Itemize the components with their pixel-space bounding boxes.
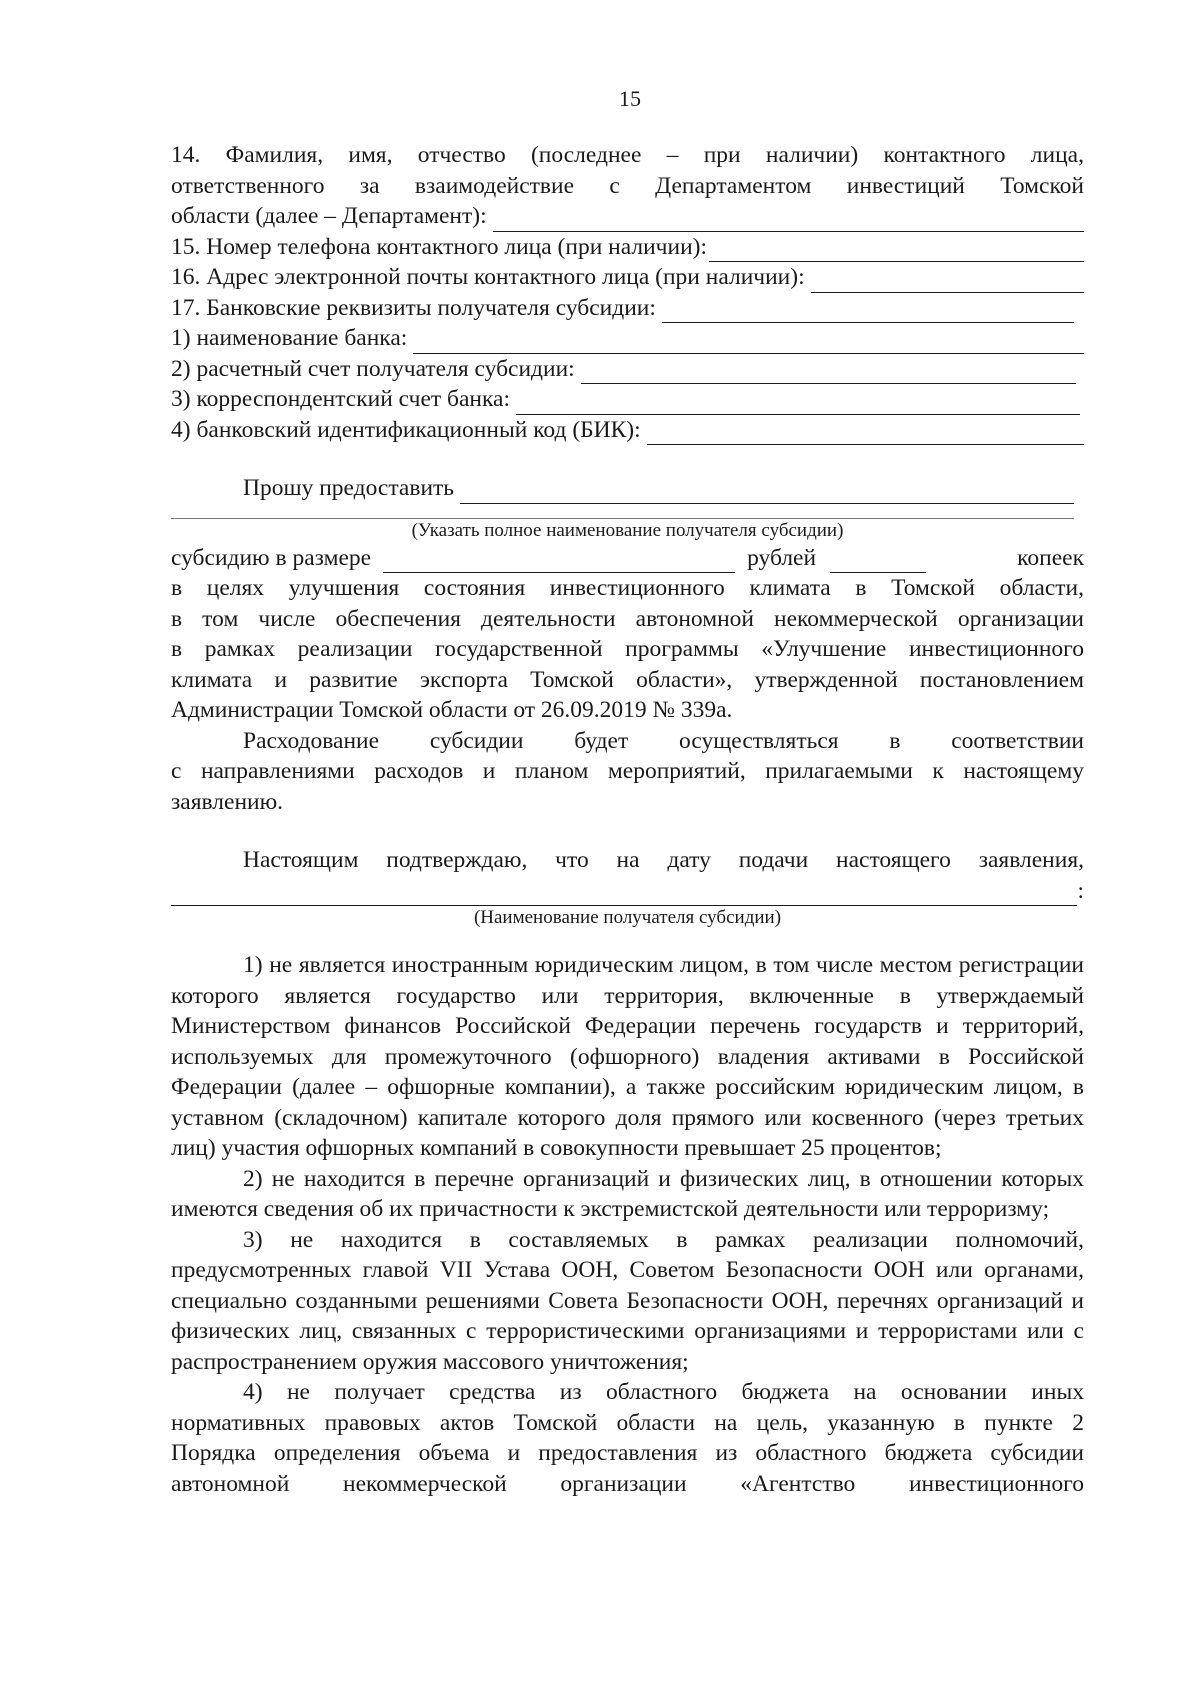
- account-label: 2) расчетный счет получателя субсидии:: [171, 355, 575, 382]
- purpose-line-2: в том числе обеспечения деятельности автономной некоммерческой организации: [171, 605, 1084, 632]
- corr-account-row: [171, 384, 1084, 415]
- bank-details-blank: [662, 300, 1074, 323]
- account-row: [171, 354, 1084, 385]
- condition-4-line-4: автономной некоммерческой организации «Агентство инвестиционного: [171, 1470, 1084, 1497]
- purpose-line-3: в рамках реализации государственной программы «Улучшение инвестиционного: [171, 636, 1084, 662]
- page-number: 15: [619, 86, 641, 111]
- kopecks-label: копеек: [1017, 544, 1084, 571]
- request-label: Прошу предоставить: [243, 475, 455, 501]
- confirm-colon: :: [1077, 877, 1084, 904]
- subsidy-amount-row: [171, 543, 1084, 574]
- item-15: [171, 232, 1084, 263]
- contact-name-blank: [493, 209, 1084, 232]
- recipient-blank-1: [460, 481, 1074, 504]
- item-14-line-1: 14. Фамилия, имя, отчество (последнее – при наличии) контактного лица,: [171, 142, 1084, 168]
- confirm-recipient-row: [171, 876, 1084, 907]
- bank-name-blank: [413, 331, 1084, 354]
- purpose-line-5: Администрации Томской области от 26.09.2019 № 339а.: [171, 697, 733, 723]
- rubles-blank: [383, 550, 735, 573]
- purpose-line-1: в целях улучшения состояния инвестиционного климата в Томской области,: [171, 575, 1084, 601]
- item-17: [171, 293, 1084, 324]
- spending-line-1: Расходование субсидии будет осуществляться в соответствии: [243, 727, 1084, 754]
- condition-2: 2) не находится в перечне организаций и физических лиц, в отношении которых имеются сведения об их причастности к экстремистской деятельности или терроризму;: [171, 1165, 1084, 1222]
- item-14-line-3: [171, 201, 1084, 232]
- corr-account-label: 3) корреспондентский счет банка:: [171, 386, 511, 412]
- subsidy-amount-label: субсидию в размере: [171, 544, 372, 571]
- condition-1: 1) не является иностранным юридическим лицом, в том числе местом регистрации которого является государство или территория, включенные в утверждаемый Министерством финансов Российской Федерации перечень государств и территорий, используемых для промежуточного (офшорного) владения активами в Российской Федерации (далее – офшорные компании), а также российским юридическим лицом, в уставном (складочном) капитале которого доля прямого или косвенного (через третьих лиц) участия офшорных компаний в совокупности превышает 25 процентов;: [171, 952, 1084, 1161]
- rubles-label: рублей: [747, 544, 817, 571]
- kopecks-blank: [830, 550, 926, 573]
- phone-blank: [709, 239, 1084, 262]
- item-16-label: 16. Адрес электронной почты контактного лица (при наличии):: [171, 264, 805, 290]
- purpose-line-4: климата и развитие экспорта Томской области», утвержденной постановлением: [171, 666, 1084, 693]
- item-14-line-2: ответственного за взаимодействие с Департаментом инвестиций Томской: [171, 172, 1084, 199]
- condition-4-line-2: нормативных правовых актов Томской области на цель, указанную в пункте 2: [171, 1409, 1084, 1436]
- recipient-blank-2: [171, 504, 1074, 519]
- condition-4-line-1: 4) не получает средства из областного бюджета на основании иных: [243, 1379, 1084, 1405]
- spending-line-2: с направлениями расходов и планом мероприятий, прилагаемыми к настоящему: [171, 758, 1084, 784]
- condition-3: 3) не находится в составляемых в рамках реализации полномочий, предусмотренных главой VII Устава ООН, Советом Безопасности ООН или органами, специально созданными решениями Совета Безопасности ООН, перечнях организаций и физических лиц, связанных с террористическими организациями и террористами или с распространением оружия массового уничтожения;: [171, 1226, 1084, 1375]
- account-blank: [581, 361, 1076, 384]
- item-15-label: 15. Номер телефона контактного лица (при наличии):: [171, 233, 708, 260]
- confirm-recipient-caption: (Наименование получателя субсидии): [473, 907, 782, 928]
- corr-account-blank: [516, 392, 1080, 415]
- item-16: [171, 262, 1084, 293]
- spending-line-3: заявлению.: [171, 788, 284, 815]
- document-body: [171, 140, 1084, 1499]
- bik-row: [171, 415, 1084, 446]
- bank-name-row: [171, 323, 1084, 354]
- confirm-intro: Настоящим подтверждаю, что на дату подачи настоящего заявления,: [243, 847, 1084, 873]
- bik-label: 4) банковский идентификационный код (БИК):: [171, 416, 641, 443]
- item-17-label: 17. Банковские реквизиты получателя субсидии:: [171, 294, 656, 321]
- confirm-recipient-blank: [171, 883, 1077, 906]
- condition-4-line-3: Порядка определения объема и предоставления из областного бюджета субсидии: [171, 1440, 1084, 1466]
- request-row: [171, 473, 1084, 504]
- recipient-full-caption: (Указать полное наименование получателя субсидии): [411, 519, 844, 541]
- item-14-label: области (далее – Департамент):: [171, 203, 487, 229]
- bank-name-label: 1) наименование банка:: [171, 325, 408, 351]
- bik-blank: [647, 422, 1084, 445]
- email-blank: [811, 270, 1084, 293]
